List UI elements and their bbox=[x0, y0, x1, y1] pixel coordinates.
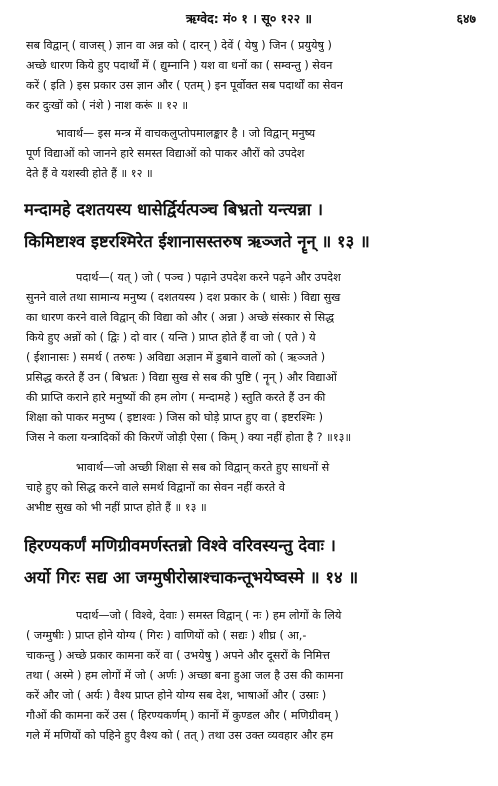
padartha-line: किये हुए अन्नों को ( द्विः ) दो वार ( यन्ति ) प्राप्त होते हैं वा जो ( एते ) ये bbox=[26, 331, 316, 344]
padartha-line: चाकन्तु ) अच्छे प्रकार कामना करें वा ( उभयेषु ) अपने और दूसरों के निमित्त bbox=[26, 649, 330, 662]
page-number: ६४७ bbox=[456, 11, 476, 26]
mantra-line: हिरण्यकर्णं मणिग्रीवमर्णस्तन्नो विश्वे वरिवस्यन्तु देवाः । bbox=[24, 536, 336, 555]
text-line: करें ( इति ) इस प्रकार उस ज्ञान और ( एतम् ) इन पूर्वोक्त सब पदार्थों का सेवन bbox=[26, 79, 343, 92]
padartha-line: तथा ( अस्मे ) हम लोगों में जो ( अर्णः ) अच्छा बना हुआ जल है उस की कामना bbox=[26, 669, 344, 682]
padartha-line: की प्राप्ति कराने हारे मनुष्यों की हम लोग ( मन्दामहे ) स्तुति करते हैं उन की bbox=[26, 391, 326, 404]
padartha-line: गले में मणियों को पहिने हुए वैश्य को ( तत् ) तथा उस उक्त व्यवहार और हम bbox=[26, 729, 334, 742]
padartha-line: गौओं की कामना करें उस ( हिरण्यकर्णम् ) कानों में कुण्डल और ( मणिग्रीवम् ) bbox=[26, 709, 339, 722]
mantra-line: किमिष्टाश्व इष्टरश्मिरेत ईशानासस्तरुष ऋञ्जते नॄन् ॥ १३ ॥ bbox=[24, 232, 370, 251]
text-line: सब विद्वान् ( वाजस् ) ज्ञान वा अन्न को ( दारन् ) देवें ( येषु ) जिन ( प्रयुयेषु ) bbox=[26, 39, 332, 52]
padartha-line: सुनने वाले तथा सामान्य मनुष्य ( दशतयस्य ) दश प्रकार के ( धासेः ) विद्या सुख bbox=[26, 291, 341, 304]
running-title: ऋग्वेद: मं० १ । सू० १२२ ॥ bbox=[185, 11, 313, 26]
padartha-line: प्रसिद्ध करते हैं उन ( बिभ्रतः ) विद्या सुख से सब की पुष्टि ( नॄन् ) और विद्याओं bbox=[26, 371, 337, 384]
bhavartha-line: देते हैं वे यशस्वी होते हैं ॥ १२ ॥ bbox=[26, 167, 153, 180]
padartha-line: का धारण करने वाले विद्वान् की विद्या को और ( अन्ना ) अच्छे संस्कार से सिद्ध bbox=[26, 311, 335, 324]
page-header bbox=[0, 8, 498, 28]
padartha-line: ( जग्मुषीः ) प्राप्त होने योग्य ( गिरः ) वाणियों को ( सद्यः ) शीघ्र ( आ,- bbox=[26, 629, 307, 642]
mantra-line: मन्दामहे दशतयस्य धासेर्द्विर्यत्पञ्च बिभ्रतो यन्त्यन्ना । bbox=[24, 200, 323, 219]
bhavartha-line: अभीष्ट सुख को भी नहीं प्राप्त होते हैं ॥ १३ ॥ bbox=[26, 501, 207, 514]
padartha-line: जिस ने कला यन्त्रादिकों की किरणें जोड़ी ऐसा ( किम् ) क्या नहीं होता है ? ॥१३॥ bbox=[26, 431, 352, 444]
padartha-line: ( ईशानासः ) समर्थ ( तरुषः ) अविद्या अज्ञान में डुबाने वालों को ( ऋञ्जते ) bbox=[26, 351, 326, 364]
padartha-line: करें और जो ( अर्यः ) वैश्य प्राप्त होने योग्य सब देश, भाषाओं और ( उस्राः ) bbox=[26, 689, 327, 702]
bhavartha-line: भावार्थ—जो अच्छी शिक्षा से सब को विद्वान् करते हुए साधनों से bbox=[76, 461, 330, 474]
padartha-line: पदार्थ—( यत् ) जो ( पञ्च ) पढ़ाने उपदेश करने पढ़ने और उपदेश bbox=[76, 271, 341, 284]
text-line: कर दुःखों को ( नंशे ) नाश करूं ॥ १२ ॥ bbox=[26, 99, 189, 112]
bhavartha-line: पूर्ण विद्याओं को जानने हारे समस्त विद्याओं को पाकर औरों को उपदेश bbox=[26, 147, 305, 160]
mantra-line: अर्यो गिरः सद्य आ जग्मुषीरोस्राश्चाकन्तूभयेष्वस्मे ॥ १४ ॥ bbox=[24, 568, 359, 587]
bhavartha-line: चाहे हुए को सिद्ध करने वाले समर्थ विद्वानों का सेवन नहीं करते वे bbox=[26, 481, 285, 494]
bhavartha-line: भावार्थ— इस मन्त्र में वाचकलुप्तोपमालङ्कार है । जो विद्वान् मनुष्य bbox=[56, 127, 316, 140]
padartha-line: शिक्षा को पाकर मनुष्य ( इष्टाश्वः ) जिस को घोड़े प्राप्त हुए वा ( इष्टरश्मिः ) bbox=[26, 411, 323, 424]
padartha-line: पदार्थ—जो ( विश्वे, देवाः ) समस्त विद्वान् ( नः ) हम लोगों के लिये bbox=[76, 609, 342, 622]
text-line: अच्छे धारण किये हुए पदार्थों में ( द्युम्नानि ) यश वा धनों का ( सम्वन्तु ) सेवन bbox=[26, 59, 333, 72]
